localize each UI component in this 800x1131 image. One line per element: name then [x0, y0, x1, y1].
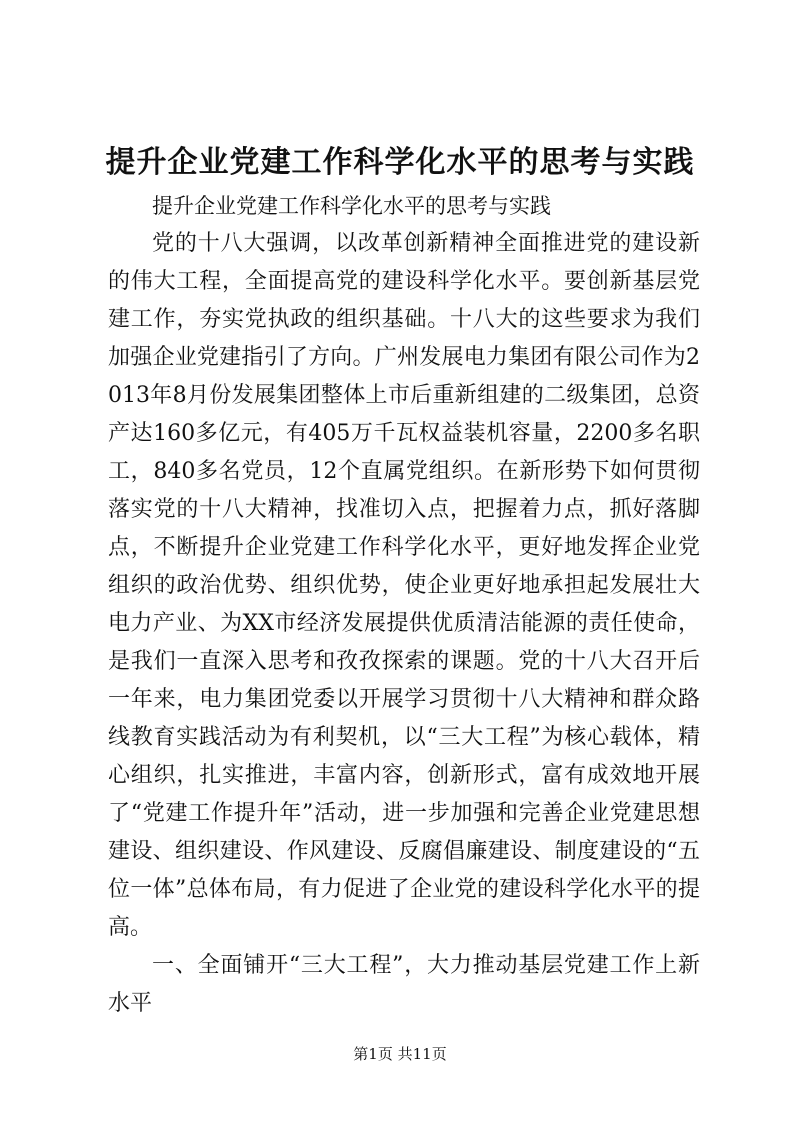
document-subtitle: 提升企业党建工作科学化水平的思考与实践: [152, 194, 551, 218]
body-paragraph: 党的十八大强调，以改革创新精神全面推进党的建设新的伟大工程，全面提高党的建设科学化水平。要创新基层党建工作，夯实党执政的组织基础。十八大的这些要求为我们加强企业党建指引了方向。广州发展电力集团有限公司作为2013年8月份发展集团整体上市后重新组建的二级集团，总资产达160多亿元，有405万千瓦权益装机容量，2200多名职工，840多名党员，12个直属党组织。在新形势下如何贯彻落实党的十八大精神，找准切入点，把握着力点，抓好落脚点，不断提升企业党建工作科学化水平，更好地发挥企业党组织的政治优势、组织优势，使企业更好地承担起发展壮大电力产业、为XX市经济发展提供优质清洁能源的责任使命，是我们一直深入思考和孜孜探索的课题。党的十八大召开后一年来，电力集团党委以开展学习贯彻十八大精神和群众路线教育实践活动为有利契机，以“三大工程”为核心载体，精心组织，扎实推进，丰富内容，创新形式，富有成效地开展了“党建工作提升年”活动，进一步加强和完善企业党建思想建设、组织建设、作风建设、反腐倡廉建设、制度建设的“五位一体”总体布局，有力促进了企业党的建设科学化水平的提高。: [108, 231, 700, 940]
section-heading: 一、全面铺开“三大工程”，大力推动基层党建工作上新水平: [108, 953, 700, 1016]
document-title: 提升企业党建工作科学化水平的思考与实践: [105, 145, 695, 180]
page-footer: 第1页 共11页: [353, 1045, 447, 1063]
document-body: [108, 187, 700, 1023]
